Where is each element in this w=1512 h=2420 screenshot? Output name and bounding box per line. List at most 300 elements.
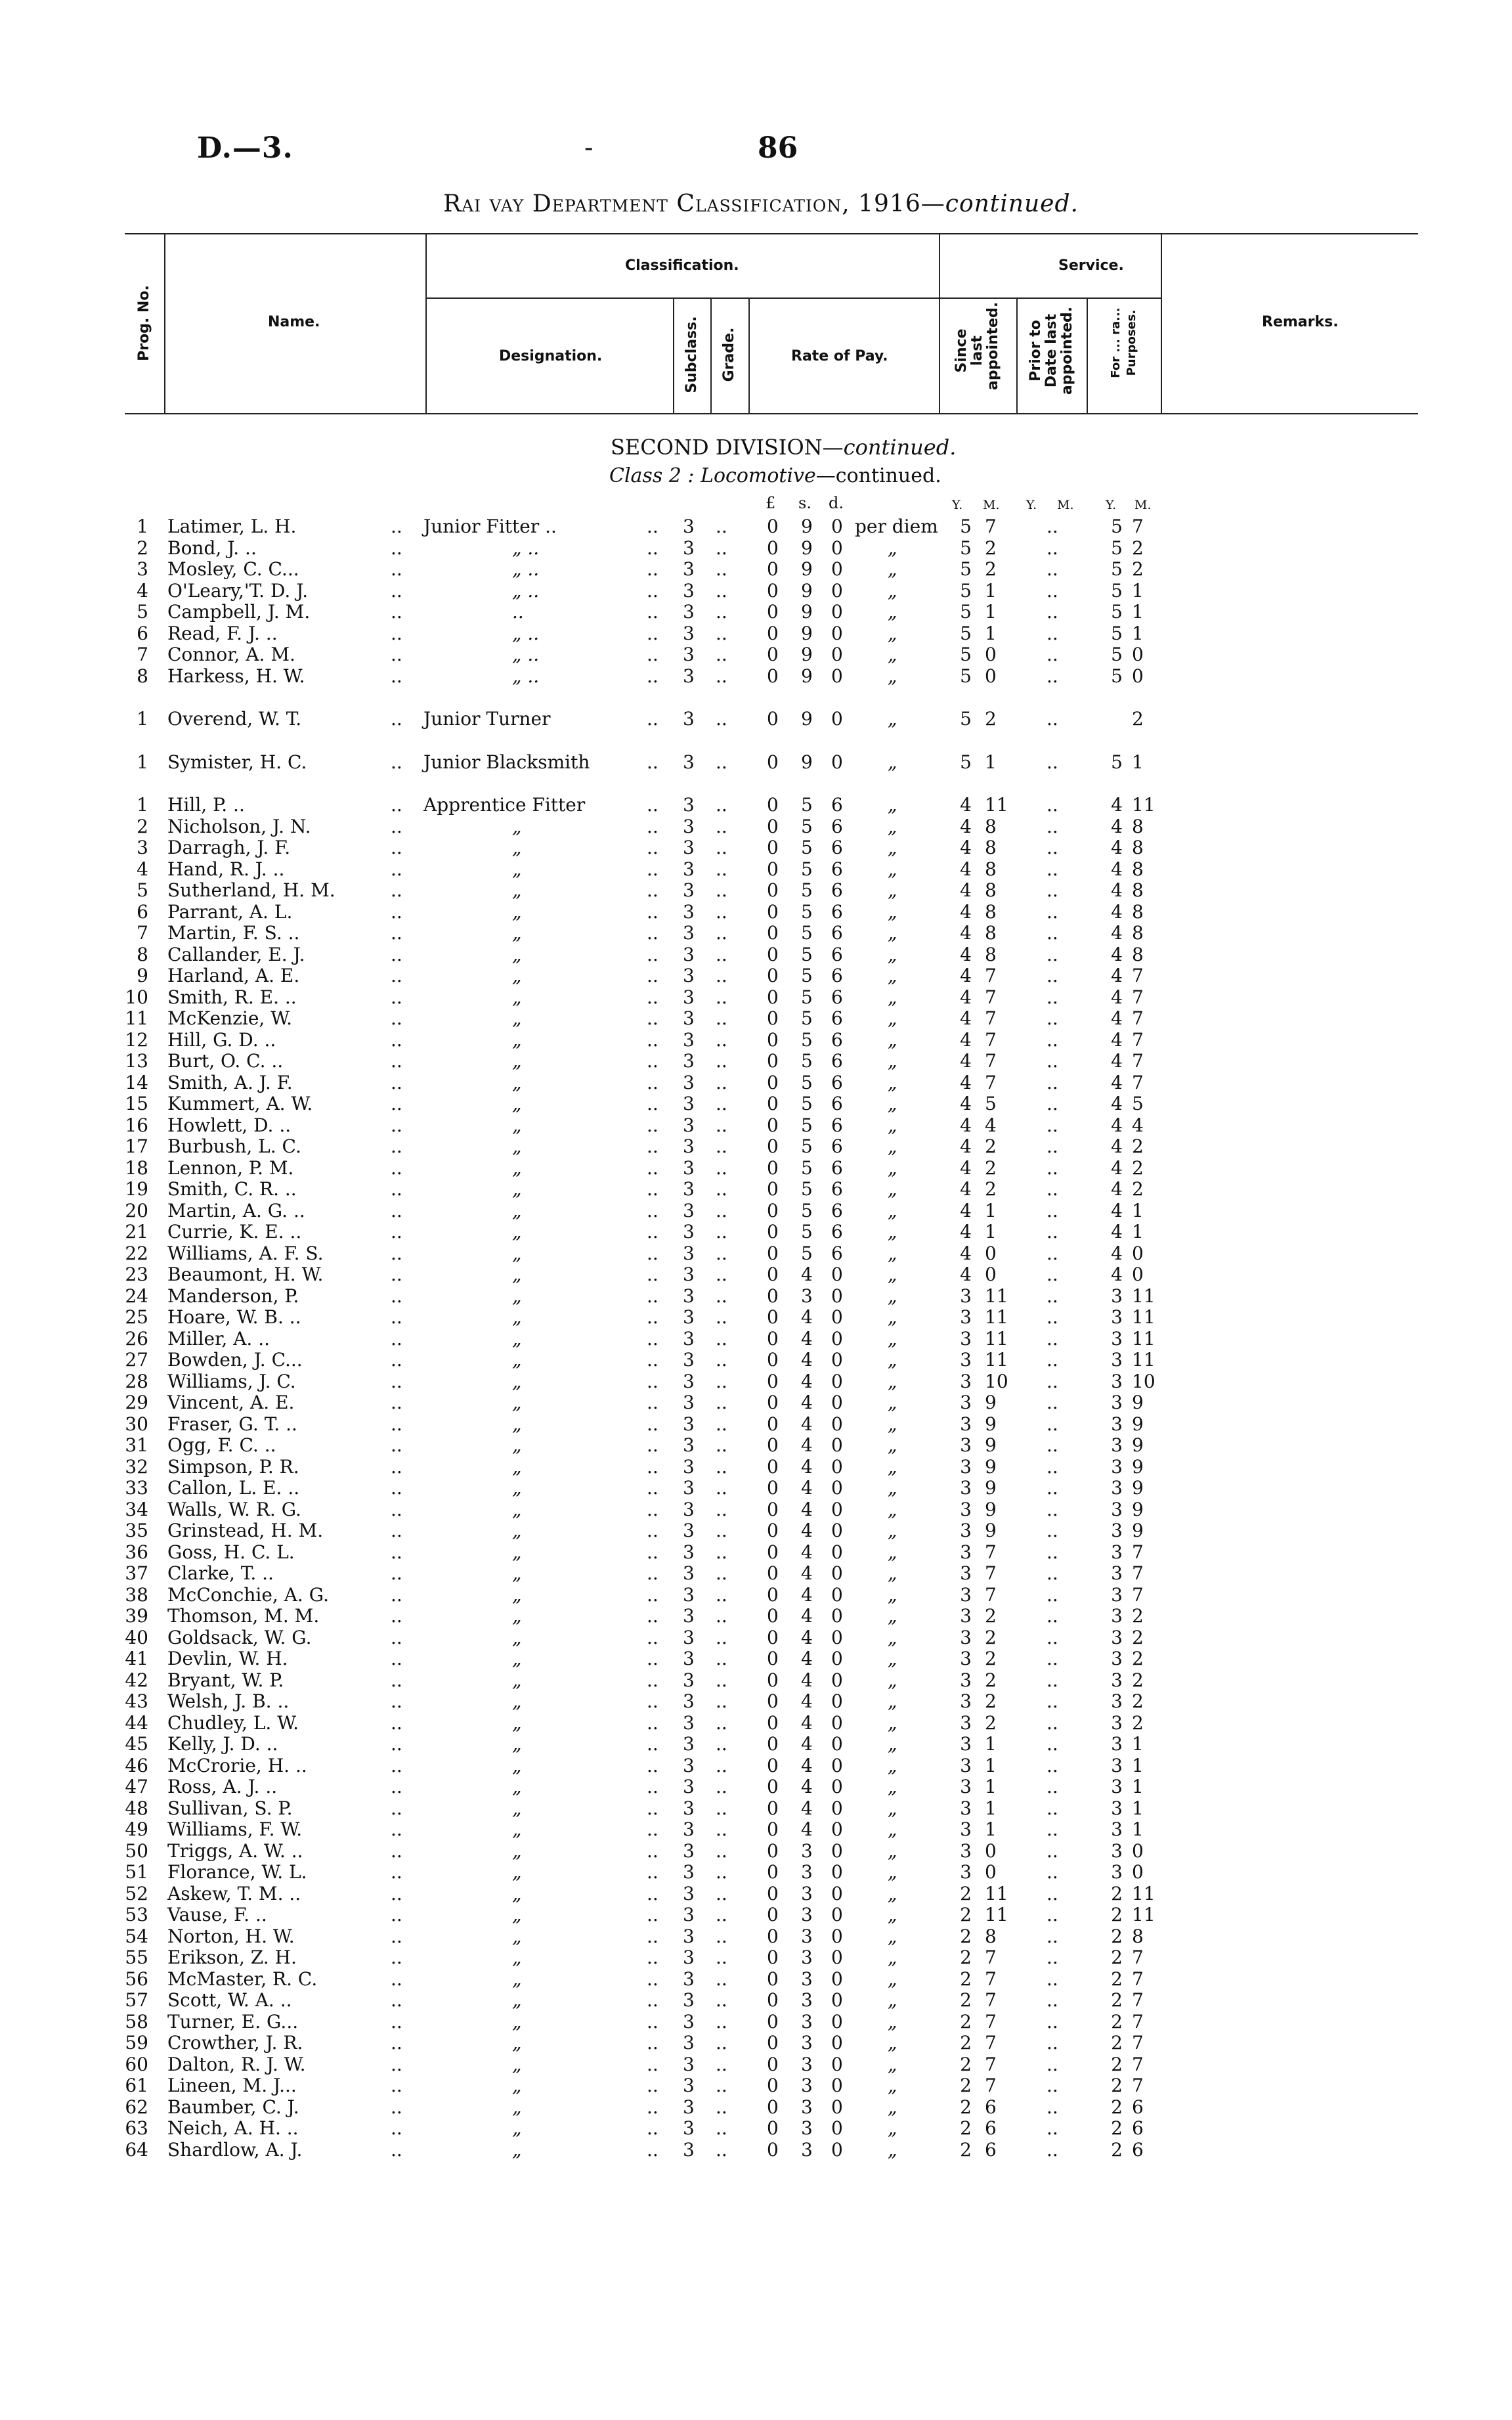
table-row	[0, 1221, 1512, 1243]
cell-m3: 7	[1132, 1562, 1144, 1584]
cell-per: „	[888, 1711, 897, 1734]
table-row	[0, 1285, 1512, 1307]
cell-l: 0	[767, 2075, 779, 2096]
cell-name: Crowther, J. R.	[167, 2032, 303, 2054]
cell-d1: ..	[391, 1178, 402, 1200]
cell-sub: 3	[683, 1690, 695, 1712]
cell-l: 0	[767, 1455, 779, 1478]
cell-m3: 1	[1132, 1221, 1144, 1243]
cell-y1: 3	[960, 1669, 972, 1691]
table-row	[0, 1840, 1512, 1862]
cell-d4: ..	[1047, 1797, 1058, 1819]
cell-d1: ..	[391, 1327, 402, 1350]
cell-no: 23	[125, 1264, 148, 1285]
cell-y1: 3	[960, 1392, 972, 1413]
cell-y1: 3	[960, 1648, 972, 1669]
cell-d1: ..	[391, 1797, 402, 1819]
cell-s: 4	[801, 1797, 813, 1819]
cell-d: 0	[831, 1434, 843, 1456]
cell-d3: ..	[716, 601, 727, 623]
cell-name: Smith, R. E. ..	[167, 986, 297, 1008]
cell-d2: ..	[647, 1327, 659, 1350]
cell-y1: 3	[960, 1285, 972, 1307]
table-row	[0, 1456, 1512, 1478]
cell-desig: „	[512, 1882, 522, 1904]
col-rule-2	[425, 233, 427, 414]
cell-d3: ..	[716, 965, 727, 986]
cell-d3: ..	[716, 2096, 727, 2118]
cell-no: 25	[125, 1306, 148, 1328]
cell-m3: 0	[1132, 1839, 1144, 1862]
cell-name: Williams, F. W.	[167, 1818, 303, 1840]
cell-s: 4	[801, 1498, 813, 1520]
cell-name: Parrant, A. L.	[167, 900, 293, 923]
cell-m3: 11	[1132, 1349, 1156, 1371]
cell-name: Ogg, F. C. ..	[167, 1434, 276, 1456]
cell-y3: 3	[1111, 1797, 1123, 1819]
cell-desig: „	[512, 858, 522, 880]
cell-s: 3	[801, 1861, 813, 1883]
cell-d3: ..	[716, 1434, 727, 1456]
cell-sub: 3	[683, 1882, 695, 1904]
table-row	[0, 1135, 1512, 1157]
cell-d2: ..	[647, 1413, 659, 1435]
cell-d4: ..	[1047, 1989, 1058, 2011]
cell-no: 8	[137, 665, 148, 687]
cell-y1: 5	[960, 665, 972, 687]
cell-s: 4	[801, 1327, 813, 1350]
cell-y1: 4	[960, 1242, 972, 1264]
cell-d: 6	[831, 1093, 843, 1114]
cell-no: 4	[137, 579, 148, 602]
cell-d4: ..	[1047, 1562, 1058, 1584]
cell-per: „	[888, 1028, 897, 1051]
cell-no: 3	[137, 837, 148, 858]
cell-s: 3	[801, 2032, 813, 2054]
cell-y3: 3	[1111, 1583, 1123, 1606]
cell-y3: 4	[1111, 879, 1123, 901]
cell-name: Burt, O. C. ..	[167, 1050, 284, 1072]
table-row	[0, 601, 1512, 623]
cell-name: Fraser, G. T. ..	[167, 1413, 297, 1435]
cell-d3: ..	[716, 1605, 727, 1627]
cell-l: 0	[767, 837, 779, 858]
cell-no: 60	[125, 2053, 148, 2075]
cell-m1: 7	[985, 986, 997, 1008]
cell-m1: 11	[985, 1882, 1008, 1904]
cell-desig: „	[512, 2075, 522, 2096]
unit-years-since: Y.	[952, 498, 963, 512]
cell-m3: 8	[1132, 1925, 1144, 1947]
cell-sub: 3	[683, 1541, 695, 1563]
cell-l: 0	[767, 1562, 779, 1584]
cell-m1: 2	[985, 1626, 997, 1648]
cell-y1: 2	[960, 1989, 972, 2011]
cell-no: 49	[125, 1818, 148, 1840]
cell-no: 35	[125, 1520, 148, 1541]
cell-y1: 4	[960, 1071, 972, 1093]
cell-y1: 3	[960, 1605, 972, 1627]
cell-per: „	[888, 922, 897, 944]
cell-desig: „	[512, 1541, 522, 1563]
cell-d: 0	[831, 1733, 843, 1755]
cell-no: 26	[125, 1327, 148, 1350]
cell-m1: 2	[985, 1648, 997, 1669]
cell-d3: ..	[716, 644, 727, 665]
cell-no: 31	[125, 1434, 148, 1456]
cell-desig: „	[512, 986, 522, 1008]
table-row	[0, 558, 1512, 580]
cell-y1: 4	[960, 1156, 972, 1179]
cell-l: 0	[767, 1776, 779, 1797]
cell-name: Connor, A. M.	[167, 644, 295, 665]
cell-per: „	[888, 1199, 897, 1221]
cell-m1: 0	[985, 1861, 997, 1883]
cell-s: 4	[801, 1711, 813, 1734]
cell-m3: 10	[1132, 1370, 1156, 1392]
cell-d2: ..	[647, 1285, 659, 1307]
cell-m3: 1	[1132, 751, 1144, 773]
cell-m1: 5	[985, 1093, 997, 1114]
cell-d3: ..	[716, 815, 727, 837]
cell-m3: 8	[1132, 900, 1144, 923]
cell-d: 0	[831, 665, 843, 687]
cell-d1: ..	[391, 1093, 402, 1114]
cell-d2: ..	[647, 900, 659, 923]
table-row	[0, 1007, 1512, 1029]
cell-y3: 4	[1111, 986, 1123, 1008]
cell-d4: ..	[1047, 965, 1058, 986]
cell-l: 0	[767, 1007, 779, 1029]
cell-d4: ..	[1047, 2096, 1058, 2118]
cell-per: „	[888, 1306, 897, 1328]
cell-s: 5	[801, 900, 813, 923]
cell-no: 38	[125, 1583, 148, 1606]
cell-d3: ..	[716, 2117, 727, 2139]
cell-y3: 5	[1111, 537, 1123, 559]
cell-m3: 1	[1132, 1754, 1144, 1776]
cell-d: 6	[831, 1135, 843, 1157]
cell-m1: 9	[985, 1392, 997, 1413]
cell-per: „	[888, 1498, 897, 1520]
cell-d3: ..	[716, 879, 727, 901]
cell-per: „	[888, 1135, 897, 1157]
cell-y1: 5	[960, 708, 972, 730]
cell-per: „	[888, 1520, 897, 1541]
cell-d4: ..	[1047, 1156, 1058, 1179]
cell-no: 41	[125, 1648, 148, 1669]
cell-s: 5	[801, 1178, 813, 1200]
cell-d2: ..	[647, 986, 659, 1008]
cell-sub: 3	[683, 1626, 695, 1648]
cell-no: 20	[125, 1199, 148, 1221]
cell-name: Darragh, J. F.	[167, 837, 291, 858]
table-row	[0, 1669, 1512, 1691]
cell-d3: ..	[716, 622, 727, 644]
cell-sub: 3	[683, 1264, 695, 1285]
cell-m3: 7	[1132, 986, 1144, 1008]
cell-m1: 7	[985, 1583, 997, 1606]
table-row	[0, 2075, 1512, 2096]
cell-s: 4	[801, 1818, 813, 1840]
cell-d3: ..	[716, 943, 727, 965]
table-row	[0, 1093, 1512, 1114]
cell-m1: 1	[985, 622, 997, 644]
table-row	[0, 1434, 1512, 1456]
cell-m3: 8	[1132, 922, 1144, 944]
cell-d1: ..	[391, 516, 402, 537]
cell-per: „	[888, 2096, 897, 2118]
cell-y1: 4	[960, 1050, 972, 1072]
cell-y1: 4	[960, 1264, 972, 1285]
cell-s: 3	[801, 1882, 813, 1904]
cell-d4: ..	[1047, 1392, 1058, 1413]
cell-per: „	[888, 2075, 897, 2096]
cell-y3: 4	[1111, 815, 1123, 837]
cell-d1: ..	[391, 1669, 402, 1691]
cell-name: Howlett, D. ..	[167, 1114, 292, 1136]
cell-y3: 2	[1111, 2138, 1123, 2161]
cell-name: Vincent, A. E.	[167, 1392, 295, 1413]
cell-no: 10	[125, 986, 148, 1008]
cell-name: Vause, F. ..	[167, 1904, 267, 1925]
cell-sub: 3	[683, 1071, 695, 1093]
cell-d1: ..	[391, 1818, 402, 1840]
cell-m1: 7	[985, 1541, 997, 1563]
table-row	[0, 1648, 1512, 1669]
cell-m3: 6	[1132, 2138, 1144, 2161]
cell-sub: 3	[683, 1648, 695, 1669]
cell-sub: 3	[683, 1327, 695, 1350]
cell-l: 0	[767, 1413, 779, 1435]
cell-y3: 3	[1111, 1413, 1123, 1435]
cell-d2: ..	[647, 1264, 659, 1285]
cell-l: 0	[767, 1114, 779, 1136]
cell-d4: ..	[1047, 922, 1058, 944]
cell-l: 0	[767, 1648, 779, 1669]
cell-y1: 2	[960, 1947, 972, 1968]
cell-name: Sullivan, S. P.	[167, 1797, 293, 1819]
cell-no: 63	[125, 2117, 148, 2139]
cell-d3: ..	[716, 1754, 727, 1776]
cell-d3: ..	[716, 579, 727, 602]
cell-sub: 3	[683, 858, 695, 880]
cell-sub: 3	[683, 1007, 695, 1029]
cell-desig: „	[512, 900, 522, 923]
cell-m1: 7	[985, 2032, 997, 2054]
cell-m1: 7	[985, 965, 997, 986]
cell-sub: 3	[683, 751, 695, 773]
cell-d: 0	[831, 1583, 843, 1606]
cell-per: „	[888, 1818, 897, 1840]
page-number: 86	[758, 131, 798, 165]
cell-name: Beaumont, H. W.	[167, 1264, 324, 1285]
cell-no: 12	[125, 1028, 148, 1051]
cell-sub: 3	[683, 1968, 695, 1990]
cell-l: 0	[767, 622, 779, 644]
cell-d1: ..	[391, 1028, 402, 1051]
cell-l: 0	[767, 1669, 779, 1691]
cell-no: 34	[125, 1498, 148, 1520]
cell-y3: 3	[1111, 1861, 1123, 1883]
cell-s: 5	[801, 922, 813, 944]
cell-d: 6	[831, 1114, 843, 1136]
cell-y1: 3	[960, 1520, 972, 1541]
division-name: SECOND DIVISION—	[611, 435, 844, 460]
cell-l: 0	[767, 943, 779, 965]
cell-name: Kelly, J. D. ..	[167, 1733, 278, 1755]
cell-no: 9	[137, 965, 148, 986]
cell-s: 5	[801, 1221, 813, 1243]
cell-per: „	[888, 1264, 897, 1285]
cell-sub: 3	[683, 1050, 695, 1072]
cell-per: „	[888, 1541, 897, 1563]
cell-sub: 3	[683, 1776, 695, 1797]
cell-s: 5	[801, 858, 813, 880]
cell-d4: ..	[1047, 1178, 1058, 1200]
cell-y3: 4	[1111, 1264, 1123, 1285]
cell-d4: ..	[1047, 1498, 1058, 1520]
cell-per: „	[888, 965, 897, 986]
cell-m3: 2	[1132, 1669, 1144, 1691]
cell-l: 0	[767, 1626, 779, 1648]
cell-l: 0	[767, 1690, 779, 1712]
cell-d4: ..	[1047, 1370, 1058, 1392]
unit-years-prior: Y.	[1026, 498, 1037, 512]
cell-m1: 11	[985, 794, 1008, 816]
cell-y3: 3	[1111, 1434, 1123, 1456]
table-row	[0, 1584, 1512, 1606]
cell-sub: 3	[683, 794, 695, 816]
cell-d4: ..	[1047, 516, 1058, 537]
cell-per: „	[888, 1733, 897, 1755]
cell-d2: ..	[647, 1370, 659, 1392]
cell-d1: ..	[391, 1498, 402, 1520]
cell-desig: „	[512, 1818, 522, 1840]
cell-d4: ..	[1047, 1434, 1058, 1456]
cell-y3: 2	[1111, 2117, 1123, 2139]
unit-years-purposes: Y.	[1106, 498, 1117, 512]
cell-m1: 9	[985, 1434, 997, 1456]
cell-y1: 4	[960, 1135, 972, 1157]
cell-l: 0	[767, 1093, 779, 1114]
table-row	[0, 1690, 1512, 1712]
cell-y1: 2	[960, 2053, 972, 2075]
cell-d1: ..	[391, 601, 402, 623]
cell-d3: ..	[716, 1370, 727, 1392]
cell-d2: ..	[647, 644, 659, 665]
cell-d2: ..	[647, 601, 659, 623]
cell-d2: ..	[647, 665, 659, 687]
cell-desig: „	[512, 1135, 522, 1157]
cell-y1: 2	[960, 2138, 972, 2161]
cell-d: 0	[831, 1776, 843, 1797]
cell-d: 6	[831, 1199, 843, 1221]
cell-y1: 3	[960, 1690, 972, 1712]
cell-no: 27	[125, 1349, 148, 1371]
cell-name: Martin, A. G. ..	[167, 1199, 305, 1221]
cell-m3: 9	[1132, 1477, 1144, 1499]
cell-s: 4	[801, 1306, 813, 1328]
cell-d3: ..	[716, 1114, 727, 1136]
cell-d3: ..	[716, 1648, 727, 1669]
cell-sub: 3	[683, 1221, 695, 1243]
cell-no: 55	[125, 1947, 148, 1968]
cell-name: Grinstead, H. M.	[167, 1520, 324, 1541]
cell-m1: 8	[985, 837, 997, 858]
cell-s: 9	[801, 622, 813, 644]
cell-d2: ..	[647, 2075, 659, 2096]
cell-y1: 3	[960, 1818, 972, 1840]
cell-m3: 2	[1132, 708, 1144, 730]
col-header-grade: Grade.	[721, 327, 737, 382]
cell-name: Miller, A. ..	[167, 1327, 270, 1350]
col-header-since-last: Since last appointed.	[953, 301, 1001, 390]
cell-sub: 3	[683, 1520, 695, 1541]
cell-desig: „	[512, 1156, 522, 1179]
cell-desig: „	[512, 1626, 522, 1648]
cell-d: 0	[831, 1413, 843, 1435]
cell-y1: 4	[960, 1028, 972, 1051]
cell-s: 4	[801, 1583, 813, 1606]
unit-pence: d.	[829, 494, 844, 512]
cell-m3: 7	[1132, 1947, 1144, 1968]
table-row	[0, 665, 1512, 687]
cell-per: „	[888, 879, 897, 901]
cell-l: 0	[767, 2010, 779, 2033]
cell-m1: 9	[985, 1455, 997, 1478]
cell-desig: „	[512, 1797, 522, 1819]
page-reference: D.—3.	[197, 131, 293, 165]
cell-y3: 3	[1111, 1818, 1123, 1840]
cell-m1: 0	[985, 1242, 997, 1264]
cell-d1: ..	[391, 644, 402, 665]
cell-sub: 3	[683, 1349, 695, 1371]
cell-y1: 5	[960, 579, 972, 602]
cell-desig: „	[512, 1434, 522, 1456]
cell-name: Campbell, J. M.	[167, 601, 311, 623]
cell-d3: ..	[716, 1882, 727, 1904]
cell-name: Triggs, A. W. ..	[167, 1839, 303, 1862]
cell-desig: „	[512, 1221, 522, 1243]
cell-d1: ..	[391, 1156, 402, 1179]
cell-y3: 3	[1111, 1392, 1123, 1413]
cell-no: 62	[125, 2096, 148, 2118]
cell-y3: 5	[1111, 751, 1123, 773]
cell-desig: „	[512, 1114, 522, 1136]
table-row	[0, 1627, 1512, 1648]
cell-m1: 1	[985, 601, 997, 623]
cell-y1: 4	[960, 986, 972, 1008]
cell-desig: „	[512, 1007, 522, 1029]
cell-d2: ..	[647, 1605, 659, 1627]
cell-d: 0	[831, 708, 843, 730]
table-row	[0, 1904, 1512, 1925]
cell-no: 19	[125, 1178, 148, 1200]
cell-no: 44	[125, 1711, 148, 1734]
table-row	[0, 1371, 1512, 1392]
cell-no: 1	[137, 708, 148, 730]
cell-s: 9	[801, 665, 813, 687]
cell-name: Lennon, P. M.	[167, 1156, 294, 1179]
cell-m3: 4	[1132, 1114, 1144, 1136]
table-row	[0, 879, 1512, 901]
cell-m1: 8	[985, 879, 997, 901]
cell-m3: 7	[1132, 1968, 1144, 1990]
col-rule-5	[748, 297, 750, 414]
cell-sub: 3	[683, 708, 695, 730]
cell-d2: ..	[647, 537, 659, 559]
